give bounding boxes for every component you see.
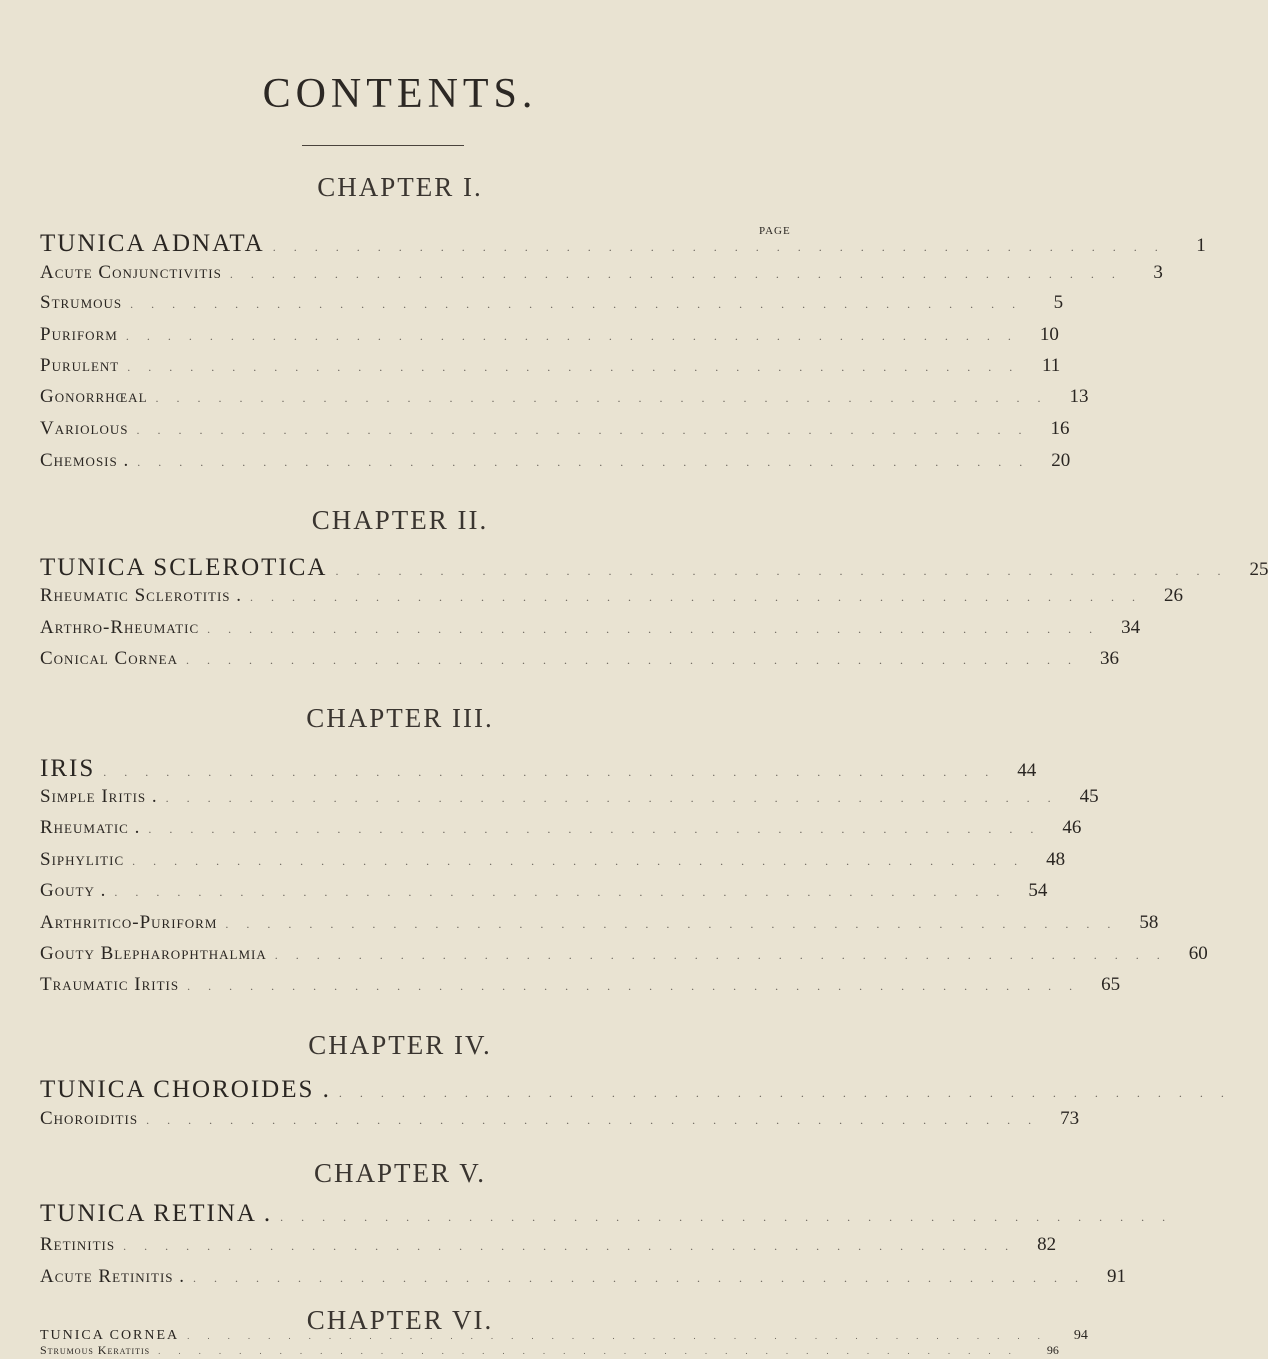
entry-title: Siphylitic xyxy=(40,849,125,870)
entry-title: Strumous xyxy=(40,292,123,313)
entry-title: Acute Retinitis . xyxy=(40,1266,186,1287)
leader-dots: ........................................... xyxy=(148,822,1052,836)
toc-entry xyxy=(40,324,1059,354)
entry-title: Conical Cornea xyxy=(40,648,178,669)
entry-title: Gouty . xyxy=(40,880,107,901)
entry-title: Rheumatic Sclerotitis . xyxy=(40,585,243,606)
toc-entry xyxy=(40,974,1121,1004)
entry-title: Gonorrhœal xyxy=(40,386,148,407)
chapter-heading: CHAPTER III. xyxy=(306,703,494,733)
entry-title: Choroiditis xyxy=(40,1108,139,1129)
toc-entry xyxy=(40,849,1066,879)
toc-entry xyxy=(40,585,1184,615)
toc-entry xyxy=(40,943,1208,973)
entry-page: 36 xyxy=(1099,648,1119,669)
entry-title: Arthro-Rheumatic xyxy=(40,617,200,638)
entry-title: Traumatic Iritis xyxy=(40,974,180,995)
toc-entry xyxy=(40,554,1268,584)
toc-entry xyxy=(40,262,1163,292)
entry-title: Strumous Keratitis xyxy=(40,1343,151,1357)
chapter-heading: CHAPTER II. xyxy=(311,505,489,535)
toc-entry xyxy=(40,1328,1088,1344)
toc-entry xyxy=(40,1234,1057,1264)
leader-dots: ........................................... xyxy=(165,791,1069,805)
leader-dots: ........................................... xyxy=(280,1210,1184,1224)
entry-title: TUNICA SCLEROTICA xyxy=(40,554,328,581)
entry-title: TUNICA CHOROIDES . xyxy=(40,1076,331,1103)
toc-entry xyxy=(40,648,1119,678)
leader-dots: ........................................... xyxy=(123,1239,1027,1253)
entry-title: Variolous xyxy=(40,418,129,439)
leader-dots: ........................................... xyxy=(274,948,1178,962)
entry-title: TUNICA ADNATA xyxy=(40,230,265,257)
toc-entry xyxy=(40,1108,1080,1138)
entry-page: 46 xyxy=(1062,817,1082,838)
entry-title: TUNICA CORNEA xyxy=(40,1328,180,1343)
leader-dots: ........................................... xyxy=(155,391,1059,405)
leader-dots: ........................................... xyxy=(127,360,1031,374)
toc-entry xyxy=(40,1200,1184,1230)
page-title: CONTENTS. xyxy=(262,71,538,117)
toc-entry xyxy=(40,880,1048,910)
toc-entry xyxy=(40,786,1099,816)
entry-title: Gouty Blepharophthalmia xyxy=(40,943,267,964)
toc-entry xyxy=(40,912,1159,942)
leader-dots: ........................................... xyxy=(130,297,1034,311)
entry-page: 16 xyxy=(1050,418,1070,439)
toc-entry xyxy=(40,755,1037,785)
leader-dots: ........................................... xyxy=(185,653,1089,667)
leader-dots: ........................................... xyxy=(136,423,1040,437)
leader-dots: ........................................... xyxy=(225,917,1129,931)
leader-dots: ........................................... xyxy=(187,979,1091,993)
leader-dots: ........................................... xyxy=(335,564,1239,578)
leader-dots: ........................................... xyxy=(193,1271,1097,1285)
entry-page: 13 xyxy=(1069,386,1089,407)
leader-dots: ........................................... xyxy=(338,1086,1242,1100)
entry-title: IRIS xyxy=(40,755,96,782)
chapter-heading: CHAPTER VI. xyxy=(306,1305,494,1335)
entry-page: 5 xyxy=(1053,292,1064,313)
chapter-heading: CHAPTER V. xyxy=(313,1158,487,1188)
entry-title: Simple Iritis . xyxy=(40,786,158,807)
entry-title: Retinitis xyxy=(40,1234,116,1255)
entry-title: Rheumatic . xyxy=(40,817,141,838)
entry-page: 20 xyxy=(1051,450,1071,471)
entry-page: 3 xyxy=(1153,262,1163,283)
leader-dots: ........................................... xyxy=(207,622,1111,636)
leader-dots: ........................................... xyxy=(146,1113,1050,1127)
chapter-heading: CHAPTER I. xyxy=(317,172,483,202)
entry-title: Purulent xyxy=(40,355,120,376)
leader-dots: ........................................... xyxy=(137,455,1041,469)
entry-page: 60 xyxy=(1188,943,1208,964)
leader-dots: ........................................... xyxy=(272,240,1176,254)
entry-title: Chemosis . xyxy=(40,450,130,471)
entry-page: 1 xyxy=(1196,235,1206,256)
entry-page: 44 xyxy=(1017,760,1037,781)
toc-entry xyxy=(40,617,1141,647)
entry-title: Arthritico-Puriform xyxy=(40,912,218,933)
entry-page: 34 xyxy=(1121,617,1141,638)
entry-page: 82 xyxy=(1037,1234,1057,1255)
entry-page: 26 xyxy=(1164,585,1184,606)
entry-page: 48 xyxy=(1046,849,1066,870)
leader-dots: ........................................... xyxy=(187,1331,1058,1341)
entry-title: Acute Conjunctivitis xyxy=(40,262,222,283)
toc-entry xyxy=(40,418,1070,448)
toc-entry xyxy=(40,450,1071,480)
entry-page: 54 xyxy=(1028,880,1048,901)
leader-dots: ........................................... xyxy=(114,885,1018,899)
entry-page: 96 xyxy=(1046,1343,1059,1357)
toc-entry xyxy=(40,817,1082,847)
toc-entry xyxy=(40,292,1064,322)
leader-dots: ........................................... xyxy=(103,765,1007,779)
entry-page: 73 xyxy=(1060,1108,1080,1129)
toc-entry xyxy=(40,1343,1059,1359)
entry-title: TUNICA RETINA . xyxy=(40,1200,273,1227)
toc-entry xyxy=(40,386,1089,416)
title-rule xyxy=(302,145,464,146)
entry-page: 11 xyxy=(1041,355,1061,376)
entry-title: Puriform xyxy=(40,324,118,345)
entry-page: 65 xyxy=(1101,974,1121,995)
toc-entry xyxy=(40,355,1061,385)
entry-page: 58 xyxy=(1139,912,1159,933)
leader-dots: ........................................... xyxy=(250,590,1154,604)
leader-dots: ........................................... xyxy=(229,267,1133,281)
page-column-label: PAGE xyxy=(759,225,791,237)
entry-page: 10 xyxy=(1039,324,1059,345)
entry-page: 91 xyxy=(1107,1266,1127,1287)
entry-page: 45 xyxy=(1079,786,1099,807)
leader-dots: ........................................... xyxy=(125,329,1029,343)
leader-dots: ........................................... xyxy=(132,854,1036,868)
leader-dots: ........................................... xyxy=(158,1346,1029,1356)
entry-page: 25 xyxy=(1249,559,1268,580)
toc-entry xyxy=(40,1266,1127,1296)
entry-page: 94 xyxy=(1073,1328,1088,1343)
chapter-heading: CHAPTER IV. xyxy=(308,1030,492,1060)
toc-entry xyxy=(40,1076,1242,1106)
